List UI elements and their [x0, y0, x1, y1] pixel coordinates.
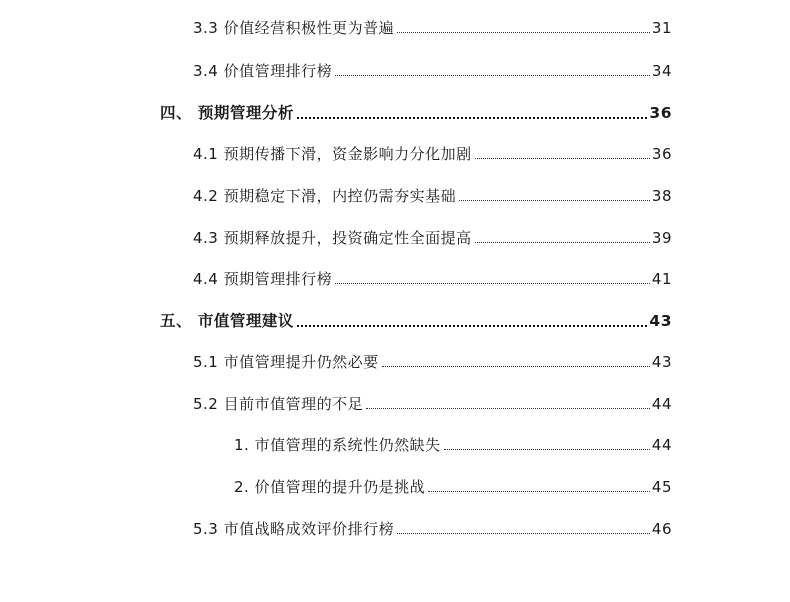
toc-entry-title: 3.3 价值经营积极性更为普遍	[193, 19, 395, 37]
toc-page-number: 34	[651, 62, 672, 80]
toc-entry-4-2[interactable]	[193, 182, 672, 206]
toc-entry-4-4[interactable]	[193, 265, 672, 289]
toc-dot-leader	[475, 242, 650, 243]
toc-page-number: 44	[651, 395, 672, 413]
toc-dot-leader	[366, 408, 650, 409]
toc-chapter-title: 四、 预期管理分析	[160, 104, 294, 122]
toc-dot-leader	[397, 533, 650, 534]
toc-entry-title: 5.1 市值管理提升仍然必要	[193, 353, 379, 371]
toc-page-number: 46	[651, 520, 672, 538]
toc-page-number: 43	[649, 312, 672, 330]
toc-entry-4-3[interactable]	[193, 224, 672, 248]
toc-page-number: 39	[651, 229, 672, 247]
toc-dot-leader	[297, 325, 648, 327]
toc-entry-title: 2. 价值管理的提升仍是挑战	[234, 478, 426, 496]
toc-dot-leader	[335, 75, 650, 76]
toc-entry-3-3[interactable]	[193, 14, 672, 38]
toc-entry-5-3[interactable]	[193, 515, 672, 539]
toc-entry-5-1[interactable]	[193, 348, 672, 372]
toc-dot-leader	[335, 283, 650, 284]
toc-page-number: 41	[651, 270, 672, 288]
toc-chapter-title: 五、 市值管理建议	[160, 312, 294, 330]
toc-dot-leader	[444, 449, 650, 450]
toc-dot-leader	[297, 117, 648, 119]
toc-page-number: 31	[651, 19, 672, 37]
toc-entry-title: 4.2 预期稳定下滑，内控仍需夯实基础	[193, 187, 457, 205]
toc-entry-title: 4.4 预期管理排行榜	[193, 270, 333, 288]
toc-subentry-5-2-2[interactable]	[234, 473, 672, 497]
toc-entry-title: 5.3 市值战略成效评价排行榜	[193, 520, 395, 538]
toc-dot-leader	[428, 491, 650, 492]
toc-entry-title: 3.4 价值管理排行榜	[193, 62, 333, 80]
toc-page-number: 38	[651, 187, 672, 205]
toc-entry-3-4[interactable]	[193, 57, 672, 81]
toc-entry-title: 1. 市值管理的系统性仍然缺失	[234, 436, 441, 454]
toc-page-number: 36	[649, 104, 672, 122]
toc-page-number: 36	[651, 145, 672, 163]
toc-entry-4-1[interactable]	[193, 140, 672, 164]
toc-page-number: 45	[651, 478, 672, 496]
toc-dot-leader	[382, 366, 650, 367]
toc-page-number: 44	[651, 436, 672, 454]
toc-chapter-5[interactable]	[160, 307, 672, 331]
toc-entry-title: 4.1 预期传播下滑，资金影响力分化加剧	[193, 145, 472, 163]
toc-entry-title: 4.3 预期释放提升，投资确定性全面提高	[193, 229, 472, 247]
toc-chapter-4[interactable]	[160, 99, 672, 123]
toc-dot-leader	[397, 32, 650, 33]
toc-subentry-5-2-1[interactable]	[234, 431, 672, 455]
toc-dot-leader	[459, 200, 650, 201]
toc-entry-title: 5.2 目前市值管理的不足	[193, 395, 364, 413]
toc-page-number: 43	[651, 353, 672, 371]
toc-entry-5-2[interactable]	[193, 390, 672, 414]
toc-dot-leader	[475, 158, 650, 159]
